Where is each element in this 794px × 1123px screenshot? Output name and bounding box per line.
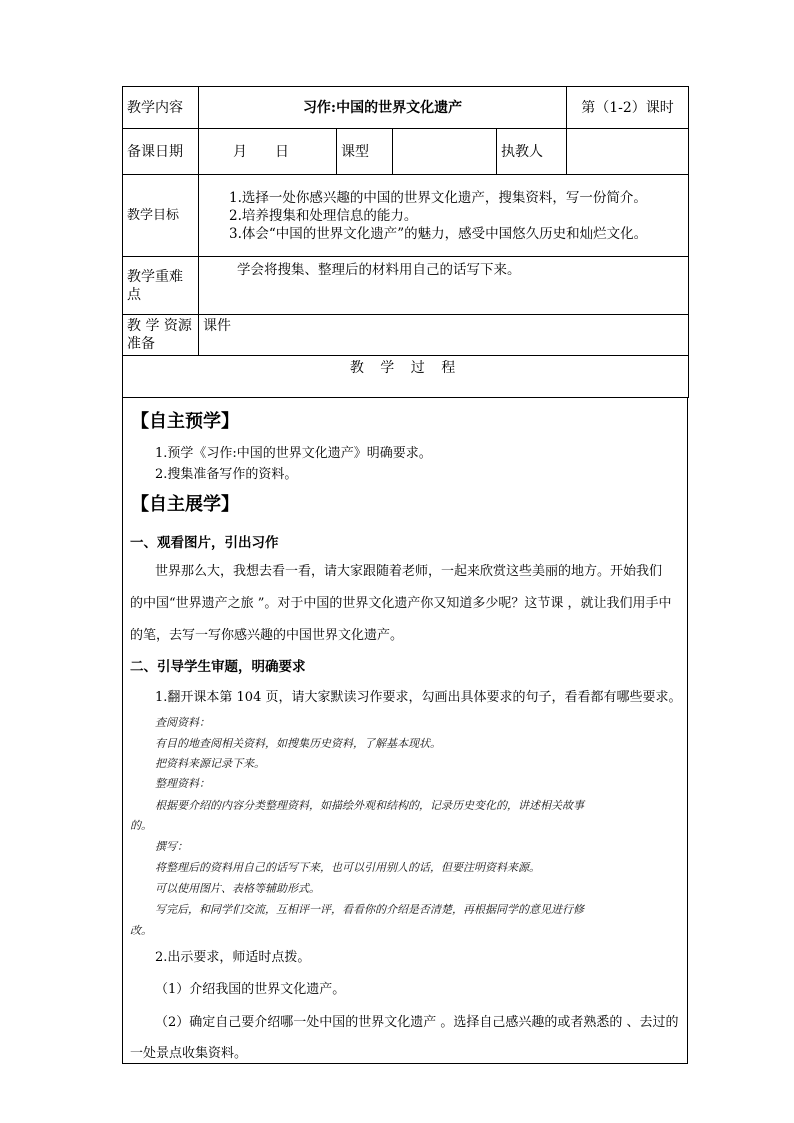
row-key-points	[123, 257, 689, 315]
preview-item: 2.搜集准备写作的资料。	[155, 467, 298, 482]
resources-label: 教 学 资源准备	[123, 315, 199, 356]
teacher-label: 执教人	[497, 129, 567, 175]
type-value	[393, 129, 497, 175]
section-2-heading: 二、引导学生审题，明确要求	[130, 659, 306, 675]
requirement-2: （2）确定自己要介绍哪一处中国的世界文化遗产 。选择自己感兴趣的或者熟悉的 、去过的	[155, 1015, 679, 1030]
note-line: 整理资料：	[155, 777, 210, 790]
goal-item: 2.培养搜集和处理信息的能力。	[229, 207, 418, 224]
paragraph-line: 世界那么大，我想去看一看，请大家跟随着老师，一起来欣赏这些美丽的地方。开始我们	[155, 564, 663, 579]
resources-value: 课件	[199, 315, 689, 356]
preview-title: 【自主预学】	[131, 411, 239, 432]
row-resources	[123, 315, 689, 356]
note-line: 查阅资料：	[155, 716, 210, 729]
lesson-period: 第（1-2）课时	[567, 87, 689, 129]
paragraph-line: 的笔，去写一写你感兴趣的中国世界文化遗产。	[130, 628, 404, 643]
row-goals	[123, 175, 689, 257]
note-line: 撰写：	[155, 840, 188, 853]
paragraph-line: 的中国“世界遗产之旅 ”。对于中国的世界文化遗产你又知道多少呢？这节课 ，就让我们用手中	[130, 596, 672, 611]
key-points-value: 学会将搜集、整理后的材料用自己的话写下来。	[199, 257, 689, 315]
goals-label: 教学目标	[123, 175, 199, 257]
content-label: 教学内容	[123, 87, 199, 129]
preview-item: 1.预学《习作:中国的世界文化遗产》明确要求。	[155, 446, 432, 461]
date-value: 月 日	[199, 129, 337, 175]
teacher-value	[567, 129, 689, 175]
note-line: 的。	[130, 819, 152, 832]
key-points-label: 教学重难点	[123, 257, 199, 315]
note-line: 写完后，和同学们交流，互相评一评，看看你的介绍是否清楚，再根据同学的意见进行修	[155, 903, 584, 916]
note-line: 有目的地查阅相关资料，如搜集历史资料，了解基本现状。	[155, 737, 441, 750]
row-process	[123, 356, 689, 398]
note-line: 根据要介绍的内容分类整理资料，如描绘外观和结构的，记录历史变化的，讲述相关故事	[155, 799, 584, 812]
step-2: 2.出示要求，师适时点拨。	[155, 950, 311, 965]
note-line: 改。	[130, 924, 152, 937]
type-label: 课型	[337, 129, 393, 175]
requirement-2-cont: 一处景点收集资料。	[130, 1046, 248, 1061]
requirement-1: （1）介绍我国的世界文化遗产。	[155, 982, 346, 997]
row-date	[123, 129, 689, 175]
lesson-plan-table	[122, 86, 689, 398]
develop-title: 【自主展学】	[131, 494, 239, 515]
goals-list	[199, 175, 689, 257]
note-line: 可以使用图片、表格等辅助形式。	[155, 882, 320, 895]
goal-item: 3.体会“中国的世界文化遗产”的魅力，感受中国悠久历史和灿烂文化。	[229, 225, 648, 242]
row-content	[123, 87, 689, 129]
lesson-title: 习作:中国的世界文化遗产	[199, 87, 567, 129]
step-1: 1.翻开课本第 104 页，请大家默读习作要求，勾画出具体要求的句子，看看都有哪些要求。	[155, 690, 682, 705]
process-heading: 教 学 过 程	[123, 356, 689, 398]
section-1-heading: 一、观看图片，引出习作	[130, 535, 279, 551]
goal-item: 1.选择一处你感兴趣的中国的世界文化遗产，搜集资料，写一份简介。	[229, 189, 647, 206]
date-label: 备课日期	[123, 129, 199, 175]
note-line: 把资料来源记录下来。	[155, 757, 265, 770]
note-line: 将整理后的资料用自己的话写下来，也可以引用别人的话，但要注明资料来源。	[155, 861, 540, 874]
